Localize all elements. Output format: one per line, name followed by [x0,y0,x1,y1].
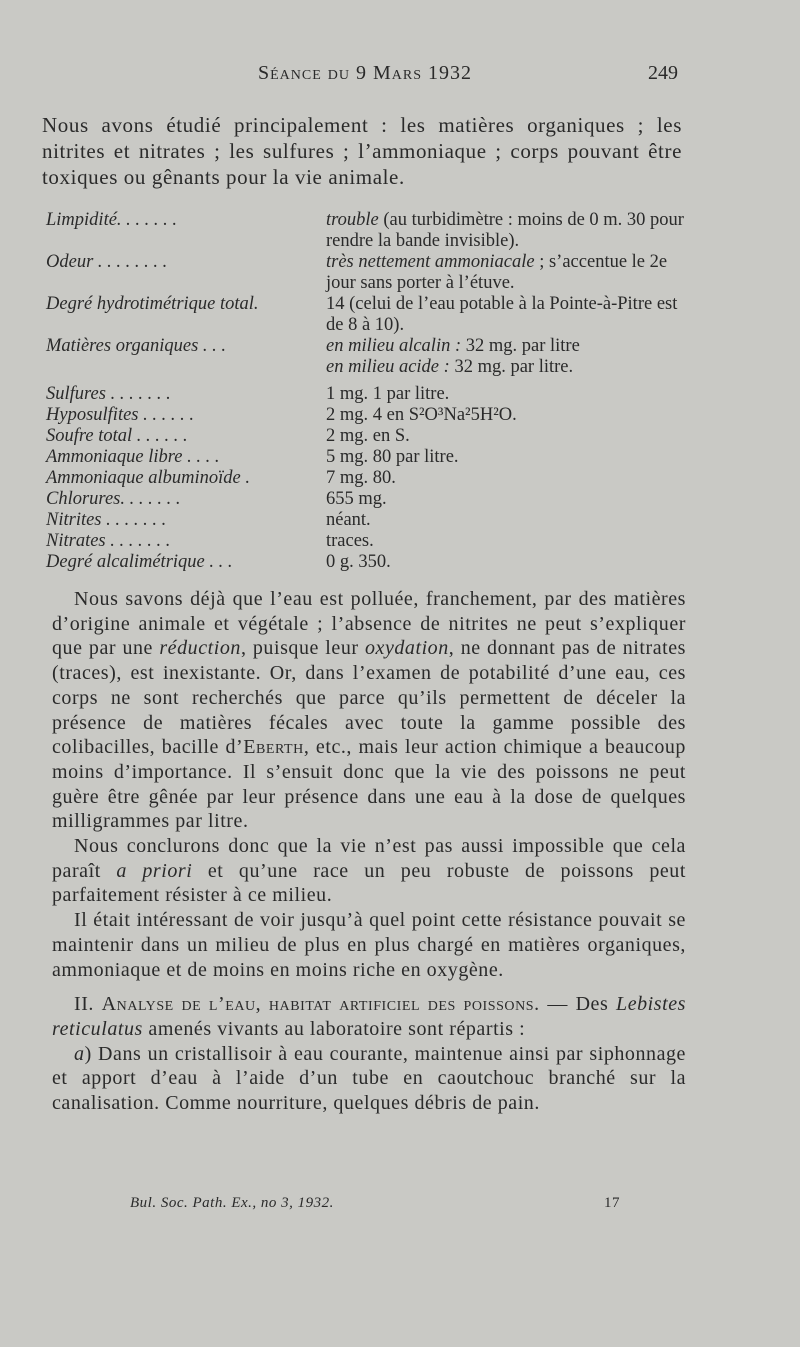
analysis-value: 0 g. 350. [326,552,391,572]
page-number: 249 [648,62,678,84]
analysis-value: 655 mg. [326,489,387,509]
analysis-label: Limpidité. . . . . . . [46,210,178,230]
section-title: Analyse de l’eau, habitat artificiel des poissons. [101,993,540,1016]
analysis-row [46,510,696,531]
analysis-label [46,357,326,378]
signature-mark: 17 [604,1195,620,1211]
analysis-table [46,210,696,573]
analysis-value: 2 mg. en S. [326,426,410,446]
analysis-row [46,252,696,294]
paragraph-conclusion: Nous conclurons donc que la vie n’est pas aussi impossible que cela paraît a priori et qu’une race un peu robuste de poissons peut parfaitement résister à ce milieu. [52,835,686,907]
analysis-row [46,336,696,357]
analysis-label: Sulfures . . . . . . . [46,384,171,404]
analysis-label: Hyposulfites . . . . . . [46,405,194,425]
analysis-value: 14 (celui de l’eau potable à la Pointe-à-Pitre est de 8 à 10). [326,294,678,335]
paragraph-resistance: Il était intéressant de voir jusqu’à quel point cette résistance pouvait se maintenir dans un milieu de plus en plus chargé en matières organiques, ammoniaque et de moins en moins riche en oxygène. [52,909,686,981]
running-title: Séance du 9 Mars 1932 [258,62,473,84]
analysis-label: Chlorures. . . . . . . [46,489,181,509]
analysis-label: Odeur . . . . . . . . [46,252,168,272]
analysis-row [46,210,696,252]
analysis-value: trouble (au turbidimètre : moins de 0 m. 30 pour rendre la bande invisible). [326,210,684,251]
analysis-label: Matières organiques . . . [46,336,227,356]
analysis-row [46,294,696,336]
analysis-row [46,447,696,468]
analysis-label: Ammoniaque libre . . . . [46,447,220,467]
analysis-value: très nettement ammoniacale ; s’accentue le 2e jour sans porter à l’étuve. [326,252,668,293]
paragraph-pollution: Nous savons déjà que l’eau est polluée, franchement, par des matières d’origine animale et végétale ; l’absence de nitrites ne peut s’expliquer que par une réduction, puisque leur oxydation, ne donnant pas de nitrates (traces), est inexistante. Or, dans l’examen de potabilité d’une eau, ces corps ne sont recherchés que parce qu’ils permettent de déceler la présence de matières fécales avec toute la gamme possible des colibacilles, bacille d’Eberth, etc., mais leur action chimique a beaucoup moins d’importance. Il s’ensuit donc que la vie des poissons ne peut guère être gênée par leur présence dans une eau à la dose de quelques milligrammes par litre. [52,588,686,833]
analysis-row [46,531,696,552]
analysis-row [46,552,696,573]
analysis-label: Ammoniaque albuminoïde . [46,468,250,488]
analysis-label: Degré hydrotimétrique total. [46,294,259,314]
analysis-value: traces. [326,531,374,551]
running-header [0,62,800,92]
section-heading-ii: II. Analyse de l’eau, habitat artificiel des poissons. — Des Lebistes reticulatus amenés vivants au laboratoire sont répartis : [52,993,686,1040]
analysis-row [46,426,696,447]
author-name: Eberth [243,736,304,759]
page-footer [0,1195,800,1219]
analysis-row [46,489,696,510]
analysis-label: Nitrites . . . . . . . [46,510,167,530]
analysis-value: 2 mg. 4 en S²O³Na²5H²O. [326,405,517,425]
analysis-value: néant. [326,510,371,530]
intro-paragraph: Nous avons étudié principalement : les matières organiques ; les nitrites et nitrates ; les sulfures ; l’ammoniaque ; corps pouvant être toxiques ou gênants pour la vie animale. [42,113,682,189]
analysis-value: en milieu alcalin : 32 mg. par litre [326,336,580,356]
analysis-label: Nitrates . . . . . . . [46,531,171,551]
body-text [52,587,686,1116]
analysis-row [46,405,696,426]
analysis-value: 5 mg. 80 par litre. [326,447,459,467]
analysis-value: 7 mg. 80. [326,468,396,488]
analysis-row [46,357,696,378]
footer-citation: Bul. Soc. Path. Ex., no 3, 1932. [130,1195,334,1211]
analysis-value: 1 mg. 1 par litre. [326,384,450,404]
list-item-a: a) Dans un cristallisoir à eau courante, maintenue ainsi par siphonnage et apport d’eau à l’aide d’un tube en caoutchouc branché sur la canalisation. Comme nourriture, quelques débris de pain. [52,1042,686,1115]
analysis-row [46,378,696,405]
analysis-value: en milieu acide : 32 mg. par litre. [326,357,574,377]
analysis-label: Degré alcalimétrique . . . [46,552,233,572]
analysis-label: Soufre total . . . . . . [46,426,188,446]
analysis-row [46,468,696,489]
species-name: Lebistes reticulatus [52,993,686,1040]
